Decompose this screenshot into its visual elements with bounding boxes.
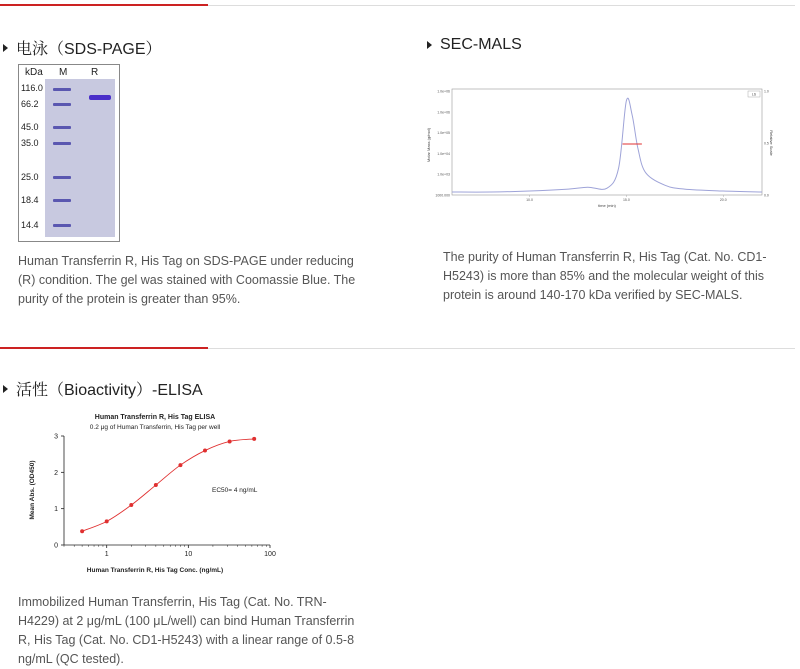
elisa-y-tick-label: 1 [54,506,58,514]
elisa-data-point [178,463,182,467]
sds-page-description: Human Transferrin R, His Tag on SDS-PAGE under reducing (R) condition. The gel was stained with Coomassie Blue. The purity of the protein is greater than 95%. [18,254,356,306]
ladder-band [53,88,71,91]
elisa-title [3,377,203,400]
elisa-data-point [203,449,207,453]
elisa-chart-title: Human Transferrin R, His Tag ELISA [94,414,216,421]
sec-ylabel: Molar Mass (g/mol) [426,127,431,163]
marker-label: 18.4 [21,195,39,205]
sec-y-tick-label: 1.0e+06 [437,89,450,94]
sec-y2label: Relative Scale [769,130,774,156]
ladder-band [53,176,71,179]
bullet-icon [3,385,8,393]
elisa-data-point [252,437,256,441]
elisa-data-point [80,529,84,533]
sec-legend-text: LS [751,92,757,97]
elisa-title-text: 活性（Bioactivity）-ELISA [16,382,203,399]
ladder-band [53,199,71,202]
sec-y2-tick-label: 0.0 [764,193,769,198]
gel-header-reducing: R [91,67,99,78]
elisa-chart-subtitle: 0.2 μg of Human Transferrin, His Tag per well [89,424,221,431]
ladder-band [53,224,71,227]
sec-y-tick-label: 1.0e+06 [437,110,450,115]
elisa-y-tick-label: 2 [54,469,58,477]
marker-label: 35.0 [21,138,39,148]
elisa-xlabel: Human Transferrin R, His Tag Conc. (ng/mL) [86,567,224,574]
elisa-x-tick-label: 1 [104,551,109,558]
marker-label: 14.4 [21,220,39,230]
gel-header-kda: kDa [25,67,43,78]
sample-band [89,95,111,100]
sec-x-tick-label: 10.0 [526,198,533,202]
gel-lanes [45,79,115,237]
sec-mals-title-text: SEC-MALS [440,36,522,53]
elisa-fit-curve [82,439,254,531]
sec-y2-tick-label: 0.5 [764,141,769,146]
sec-mals-svg [424,85,776,210]
elisa-x-tick-label: 100 [264,551,276,558]
sec-x-tick-label: 15.0 [622,198,630,202]
gel-header-marker: M [59,67,68,78]
sec-mals-description: The purity of Human Transferrin R, His Tag (Cat. No. CD1-H5243) is more than 85% and the molecular weight of this protein is around 140-170 kDa verified by SEC-MALS. [443,250,767,302]
ladder-band [53,126,71,129]
elisa-data-point [154,483,158,487]
elisa-y-tick-label: 3 [54,433,58,441]
sec-y2-tick-label: 1.0 [764,89,769,94]
sec-xlabel: time (min) [598,203,616,208]
marker-label: 45.0 [21,122,39,132]
sec-y-tick-label: 1.0e+04 [437,151,450,156]
elisa-data-point [105,519,109,523]
marker-label: 25.0 [21,172,39,182]
elisa-chart [20,408,290,583]
elisa-ylabel: Mean Abs. (OD450) [29,460,36,520]
sec-mals-chart [424,85,776,210]
bullet-icon [3,44,8,52]
sec-mals-title [427,36,522,54]
ladder-band [53,142,71,145]
sds-page-title-text: 电泳（SDS-PAGE） [16,41,162,58]
marker-label: 116.0 [21,83,43,93]
sec-y-tick-label: 1000.000 [435,193,450,198]
elisa-x-tick-label: 10 [184,551,193,558]
sds-page-gel-image [18,64,120,242]
elisa-description: Immobilized Human Transferrin, His Tag (Cat. No. TRN-H4229) at 2 μg/mL (100 μL/well) can bind Human Transferrin R, His Tag (Cat. No. CD1-H5243) with a linear range of 0.5-8 ng/mL (QC tested). [18,595,355,666]
sec-y-tick-label: 1.0e+05 [437,131,450,136]
elisa-ec50-annotation: EC50= 4 ng/mL [212,487,258,494]
elisa-data-point [228,439,232,443]
bullet-icon [427,41,432,49]
elisa-data-point [129,503,133,507]
ladder-band [53,103,71,106]
sec-x-tick-label: 20.0 [719,198,727,202]
marker-label: 66.2 [21,99,39,109]
sds-page-title [3,36,162,59]
top-divider-accent [0,4,208,6]
elisa-y-tick-label: 0 [54,542,58,550]
sec-plot-frame [452,89,762,195]
middle-divider-accent [0,347,208,349]
elisa-svg [20,408,290,583]
sec-y-tick-label: 1.0e+03 [437,172,450,177]
